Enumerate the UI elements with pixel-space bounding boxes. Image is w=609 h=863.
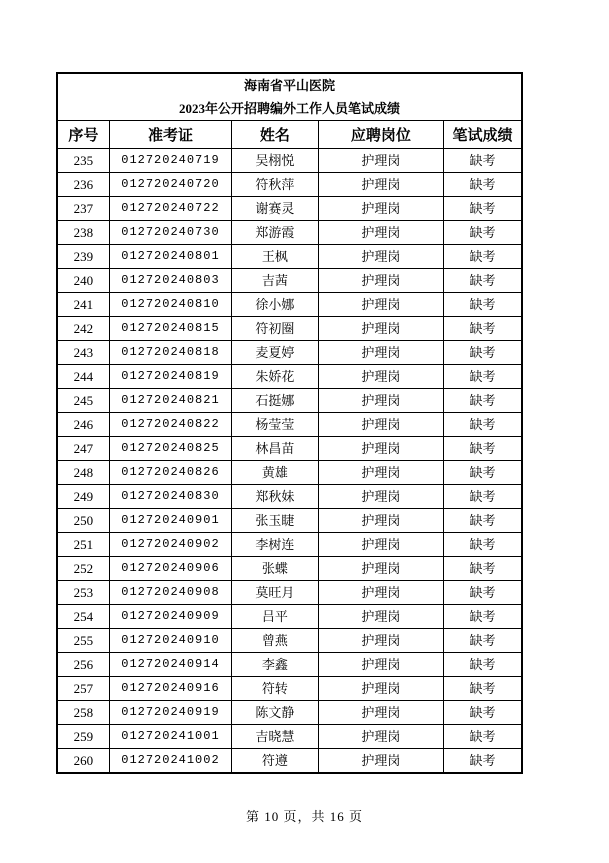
- cell-name: 吴栩悦: [232, 149, 318, 173]
- table-row: [57, 173, 522, 197]
- cell-ticket: 012720240815: [109, 317, 232, 341]
- table-row: [57, 149, 522, 173]
- table-row: [57, 749, 522, 774]
- cell-index: 247: [57, 437, 109, 461]
- cell-name: 谢赛灵: [232, 197, 318, 221]
- cell-ticket: 012720240720: [109, 173, 232, 197]
- cell-position: 护理岗: [318, 317, 444, 341]
- cell-name: 符秋萍: [232, 173, 318, 197]
- cell-ticket: 012720240906: [109, 557, 232, 581]
- cell-position: 护理岗: [318, 677, 444, 701]
- table-row: [57, 677, 522, 701]
- cell-position: 护理岗: [318, 269, 444, 293]
- cell-score: 缺考: [444, 173, 522, 197]
- cell-index: 238: [57, 221, 109, 245]
- cell-name: 符转: [232, 677, 318, 701]
- cell-index: 243: [57, 341, 109, 365]
- cell-index: 240: [57, 269, 109, 293]
- cell-name: 郑游霞: [232, 221, 318, 245]
- cell-position: 护理岗: [318, 341, 444, 365]
- document-title-line2: 2023年公开招聘编外工作人员笔试成绩: [178, 101, 400, 116]
- cell-index: 258: [57, 701, 109, 725]
- table-body: [57, 149, 522, 774]
- cell-index: 252: [57, 557, 109, 581]
- header-score: 笔试成绩: [444, 121, 522, 149]
- cell-ticket: 012720240719: [109, 149, 232, 173]
- cell-score: 缺考: [444, 245, 522, 269]
- cell-index: 255: [57, 629, 109, 653]
- cell-score: 缺考: [444, 725, 522, 749]
- cell-ticket: 012720240909: [109, 605, 232, 629]
- cell-ticket: 012720241002: [109, 749, 232, 774]
- cell-ticket: 012720240826: [109, 461, 232, 485]
- cell-ticket: 012720241001: [109, 725, 232, 749]
- table-row: [57, 629, 522, 653]
- cell-position: 护理岗: [318, 365, 444, 389]
- cell-index: 254: [57, 605, 109, 629]
- cell-score: 缺考: [444, 149, 522, 173]
- cell-ticket: 012720240810: [109, 293, 232, 317]
- cell-score: 缺考: [444, 413, 522, 437]
- table-row: [57, 701, 522, 725]
- cell-position: 护理岗: [318, 245, 444, 269]
- cell-position: 护理岗: [318, 629, 444, 653]
- cell-position: 护理岗: [318, 485, 444, 509]
- cell-name: 李树连: [232, 533, 318, 557]
- results-table: [56, 72, 523, 774]
- header-row: [57, 121, 522, 149]
- cell-name: 黄雄: [232, 461, 318, 485]
- cell-position: 护理岗: [318, 725, 444, 749]
- cell-ticket: 012720240830: [109, 485, 232, 509]
- table-row: [57, 197, 522, 221]
- cell-index: 245: [57, 389, 109, 413]
- cell-position: 护理岗: [318, 293, 444, 317]
- cell-name: 陈文静: [232, 701, 318, 725]
- table-row: [57, 557, 522, 581]
- cell-index: 260: [57, 749, 109, 774]
- cell-name: 符初圈: [232, 317, 318, 341]
- cell-position: 护理岗: [318, 509, 444, 533]
- table-row: [57, 485, 522, 509]
- cell-position: 护理岗: [318, 149, 444, 173]
- cell-name: 符遵: [232, 749, 318, 774]
- cell-score: 缺考: [444, 629, 522, 653]
- cell-score: 缺考: [444, 653, 522, 677]
- table-row: [57, 725, 522, 749]
- table-row: [57, 581, 522, 605]
- cell-position: 护理岗: [318, 749, 444, 774]
- cell-name: 李鑫: [232, 653, 318, 677]
- cell-position: 护理岗: [318, 605, 444, 629]
- cell-score: 缺考: [444, 269, 522, 293]
- table-row: [57, 221, 522, 245]
- header-ticket: 准考证: [109, 121, 232, 149]
- cell-position: 护理岗: [318, 557, 444, 581]
- cell-index: 236: [57, 173, 109, 197]
- cell-score: 缺考: [444, 581, 522, 605]
- cell-name: 郑秋妹: [232, 485, 318, 509]
- document-title-line1: 海南省平山医院: [243, 78, 335, 93]
- cell-index: 253: [57, 581, 109, 605]
- cell-ticket: 012720240821: [109, 389, 232, 413]
- table-row: [57, 605, 522, 629]
- cell-position: 护理岗: [318, 413, 444, 437]
- header-position: 应聘岗位: [318, 121, 444, 149]
- cell-score: 缺考: [444, 365, 522, 389]
- cell-index: 249: [57, 485, 109, 509]
- cell-index: 251: [57, 533, 109, 557]
- cell-name: 朱娇花: [232, 365, 318, 389]
- cell-ticket: 012720240801: [109, 245, 232, 269]
- table-row: [57, 533, 522, 557]
- table-row: [57, 293, 522, 317]
- cell-name: 杨莹莹: [232, 413, 318, 437]
- cell-index: 244: [57, 365, 109, 389]
- table-row: [57, 245, 522, 269]
- cell-ticket: 012720240919: [109, 701, 232, 725]
- cell-index: 248: [57, 461, 109, 485]
- cell-ticket: 012720240825: [109, 437, 232, 461]
- cell-score: 缺考: [444, 677, 522, 701]
- cell-position: 护理岗: [318, 197, 444, 221]
- table-row: [57, 437, 522, 461]
- cell-position: 护理岗: [318, 653, 444, 677]
- cell-ticket: 012720240914: [109, 653, 232, 677]
- header-name: 姓名: [232, 121, 318, 149]
- cell-name: 徐小娜: [232, 293, 318, 317]
- cell-ticket: 012720240910: [109, 629, 232, 653]
- cell-score: 缺考: [444, 341, 522, 365]
- cell-name: 曾燕: [232, 629, 318, 653]
- cell-ticket: 012720240819: [109, 365, 232, 389]
- cell-score: 缺考: [444, 293, 522, 317]
- cell-name: 张玉睫: [232, 509, 318, 533]
- cell-score: 缺考: [444, 749, 522, 774]
- cell-name: 王枫: [232, 245, 318, 269]
- cell-index: 242: [57, 317, 109, 341]
- cell-ticket: 012720240730: [109, 221, 232, 245]
- cell-index: 239: [57, 245, 109, 269]
- cell-name: 吉晓慧: [232, 725, 318, 749]
- cell-ticket: 012720240722: [109, 197, 232, 221]
- table-row: [57, 269, 522, 293]
- cell-ticket: 012720240803: [109, 269, 232, 293]
- cell-name: 麦夏婷: [232, 341, 318, 365]
- cell-position: 护理岗: [318, 533, 444, 557]
- cell-score: 缺考: [444, 557, 522, 581]
- header-index: 序号: [57, 121, 109, 149]
- cell-position: 护理岗: [318, 221, 444, 245]
- cell-name: 吕平: [232, 605, 318, 629]
- cell-score: 缺考: [444, 485, 522, 509]
- cell-index: 241: [57, 293, 109, 317]
- cell-ticket: 012720240908: [109, 581, 232, 605]
- cell-score: 缺考: [444, 509, 522, 533]
- table-row: [57, 341, 522, 365]
- cell-score: 缺考: [444, 533, 522, 557]
- table-row: [57, 365, 522, 389]
- cell-ticket: 012720240901: [109, 509, 232, 533]
- cell-index: 246: [57, 413, 109, 437]
- cell-name: 莫旺月: [232, 581, 318, 605]
- table-row: [57, 509, 522, 533]
- title-row: [57, 73, 522, 121]
- cell-name: 石挺娜: [232, 389, 318, 413]
- cell-position: 护理岗: [318, 581, 444, 605]
- cell-position: 护理岗: [318, 461, 444, 485]
- cell-score: 缺考: [444, 317, 522, 341]
- cell-index: 250: [57, 509, 109, 533]
- cell-position: 护理岗: [318, 389, 444, 413]
- cell-ticket: 012720240902: [109, 533, 232, 557]
- cell-name: 吉茜: [232, 269, 318, 293]
- table-row: [57, 653, 522, 677]
- cell-score: 缺考: [444, 197, 522, 221]
- cell-score: 缺考: [444, 461, 522, 485]
- table-row: [57, 317, 522, 341]
- cell-name: 张蝶: [232, 557, 318, 581]
- cell-position: 护理岗: [318, 437, 444, 461]
- page-footer: 第 10 页，共 16 页: [245, 809, 363, 824]
- cell-score: 缺考: [444, 437, 522, 461]
- cell-ticket: 012720240822: [109, 413, 232, 437]
- cell-score: 缺考: [444, 389, 522, 413]
- cell-position: 护理岗: [318, 173, 444, 197]
- cell-score: 缺考: [444, 221, 522, 245]
- cell-score: 缺考: [444, 701, 522, 725]
- cell-index: 235: [57, 149, 109, 173]
- cell-index: 237: [57, 197, 109, 221]
- document-title: [57, 73, 522, 121]
- cell-name: 林昌苗: [232, 437, 318, 461]
- table-row: [57, 461, 522, 485]
- cell-index: 256: [57, 653, 109, 677]
- cell-position: 护理岗: [318, 701, 444, 725]
- cell-index: 257: [57, 677, 109, 701]
- table-row: [57, 413, 522, 437]
- cell-index: 259: [57, 725, 109, 749]
- table-row: [57, 389, 522, 413]
- cell-ticket: 012720240818: [109, 341, 232, 365]
- cell-score: 缺考: [444, 605, 522, 629]
- cell-ticket: 012720240916: [109, 677, 232, 701]
